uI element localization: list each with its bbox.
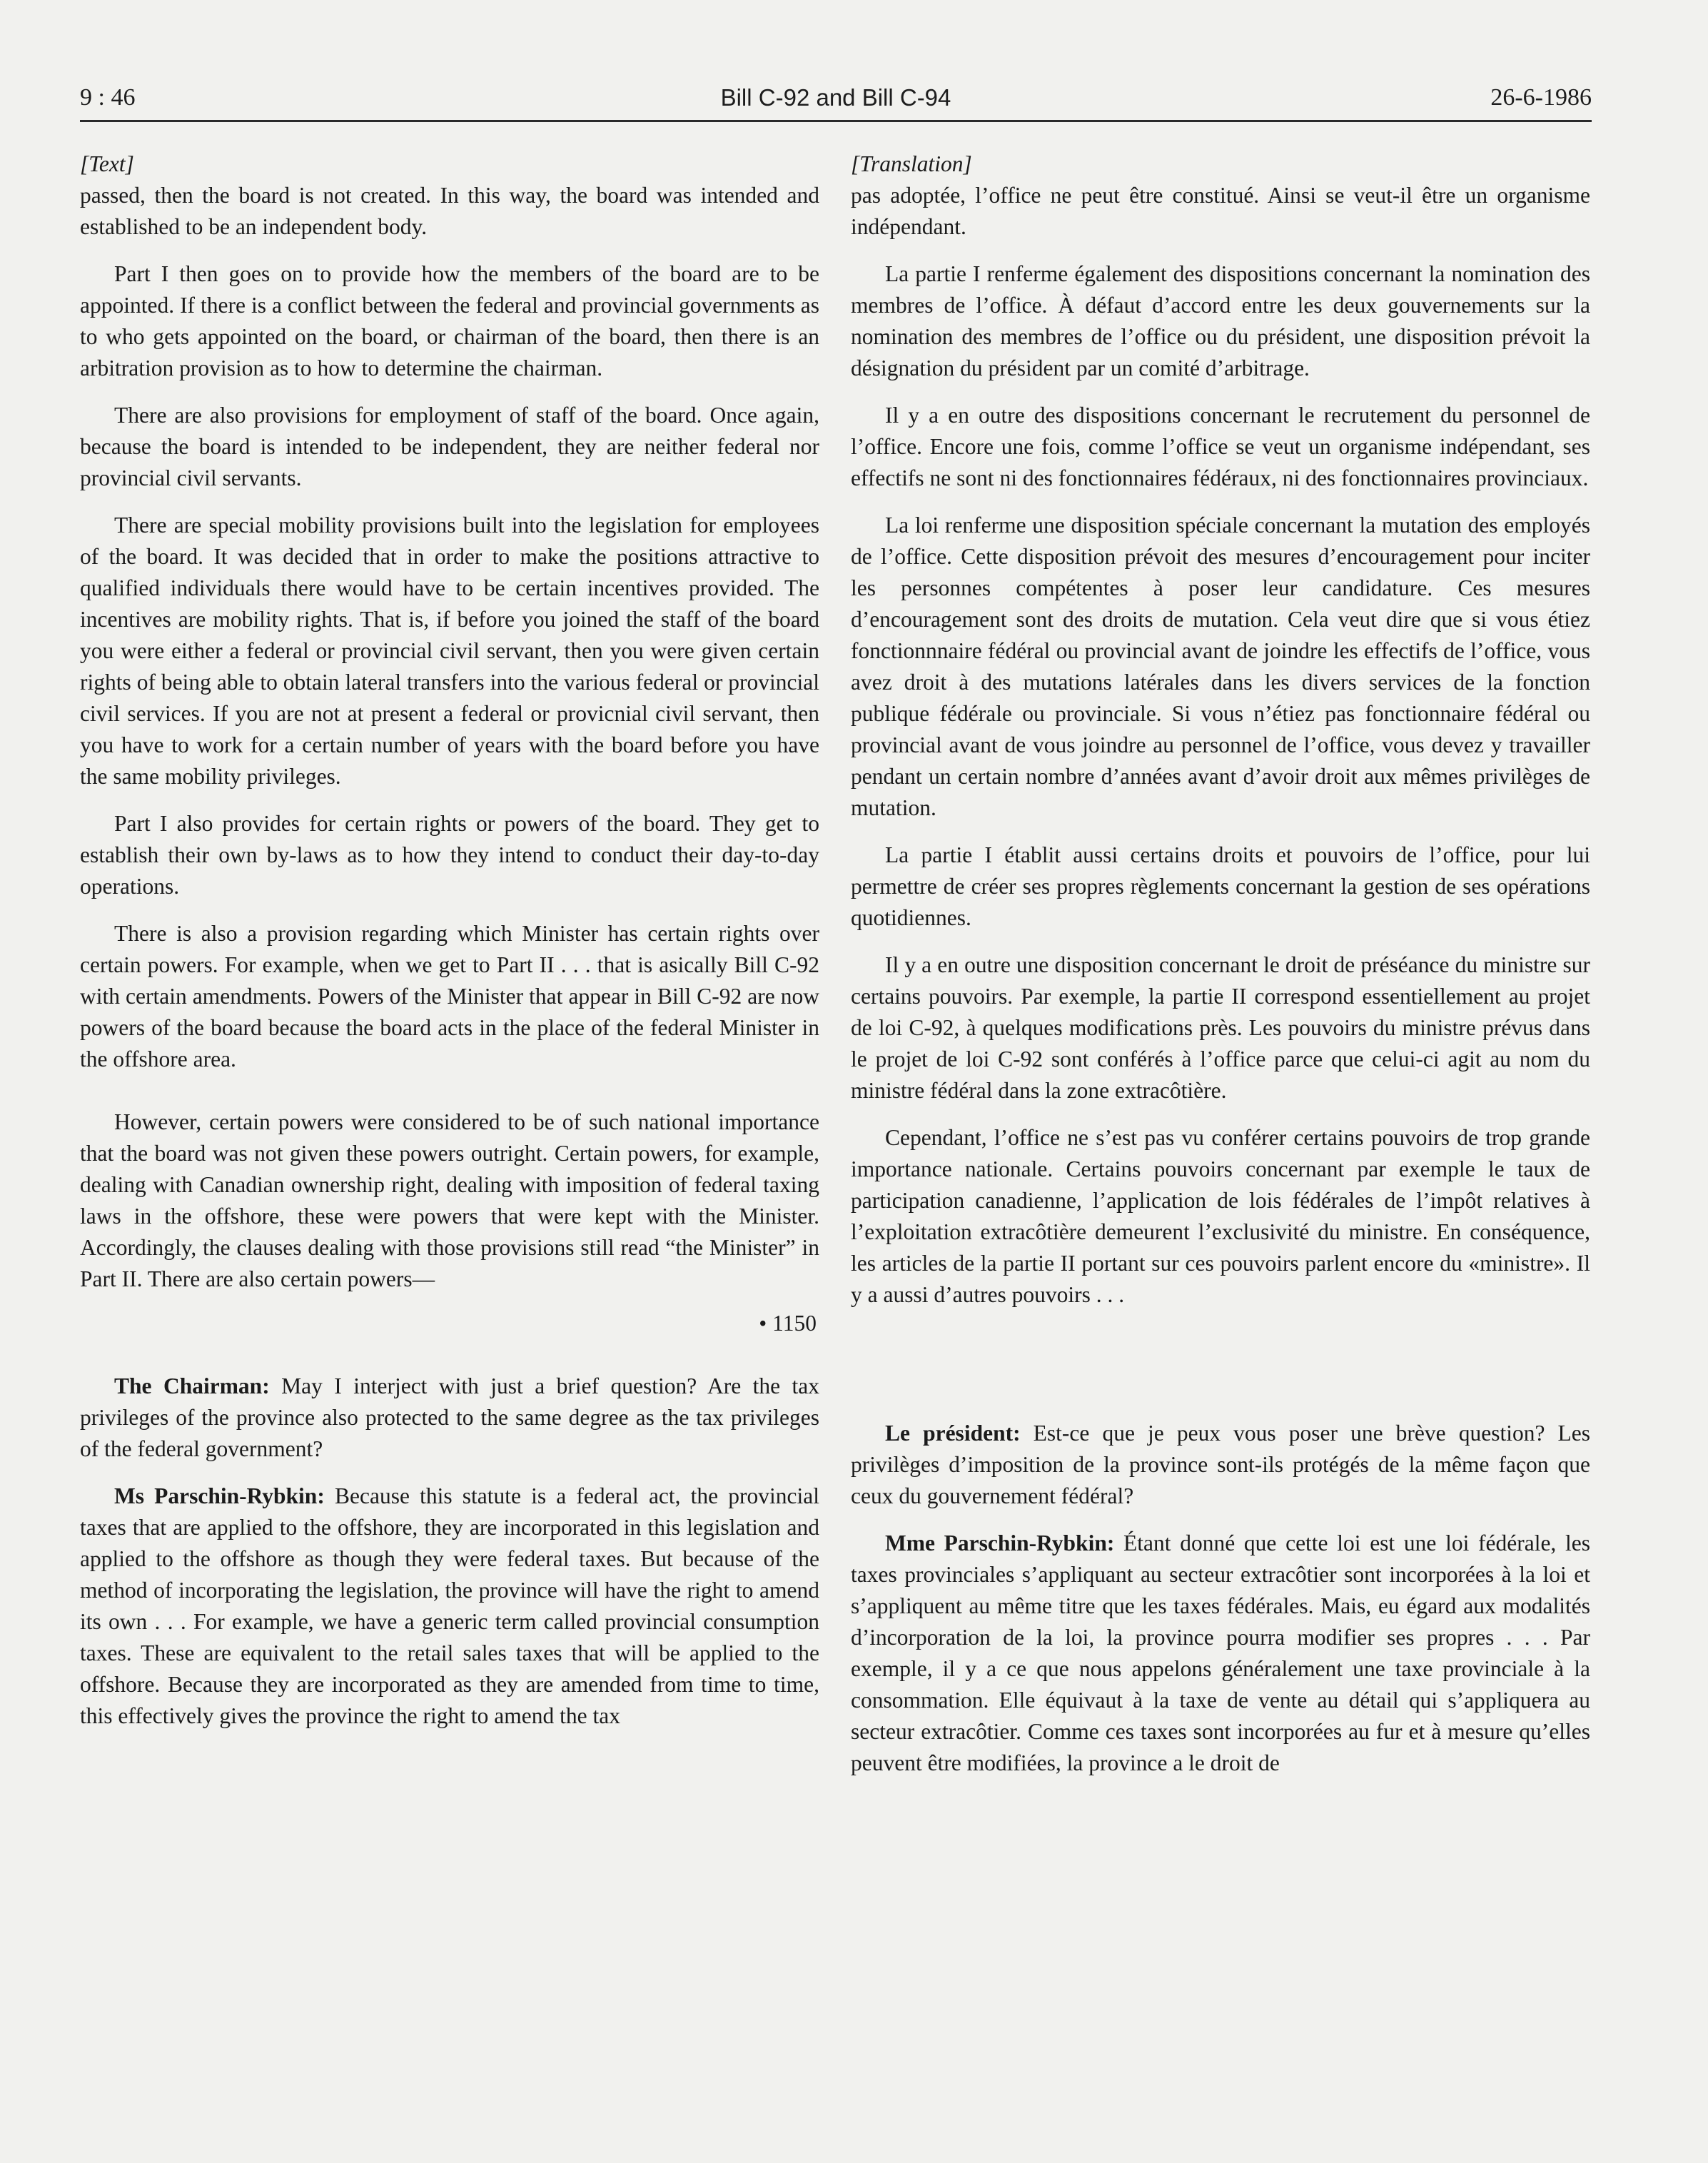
paragraph: La partie I renferme également des dispositions concernant la nomination des membres de l’office. À défaut d’accord entre les deux gouvernements sur la nomination des membres de l’office ou du président, une disposition prévoit la désignation du président par un comité d’arbitrage. <box>851 261 1590 380</box>
paragraph: Part I also provides for certain rights or powers of the board. They get to establish their own by-laws as to how they intend to conduct their day-to-day operations. <box>80 811 819 899</box>
time-marker: • 1150 <box>759 1311 817 1336</box>
speech-text: May I interject with just a brief question? Are the tax privileges of the province also protected to the same degree as the tax privileges of the federal government? <box>80 1373 819 1461</box>
paragraph: However, certain powers were considered to be of such national importance that the board was not given these powers outright. Certain powers, for example, dealing with Canadian ownership right, dealing with imposition of federal taxing laws in the offshore, these were powers that were kept with the Minister. Accordingly, the clauses dealing with those provisions still read “the Minister” in Part II. There are also certain powers— <box>80 1109 819 1291</box>
paragraph: passed, then the board is not created. In this way, the board was intended and established to be an independent body. <box>80 183 819 239</box>
speech-text: Est-ce que je peux vous poser une brève question? Les privilèges d’imposition de la province sont-ils protégés de la même façon que ceux du gouvernement fédéral? <box>851 1421 1591 1508</box>
paragraph: There is also a provision regarding which Minister has certain rights over certain powers. For example, when we get to Part II . . . that is asically Bill C-92 with certain amendments. Powers of the Minister that appear in Bill C-92 are now powers of the board because the board acts in the place of the federal Minister in the offshore area. <box>80 921 819 1072</box>
paragraph: pas adoptée, l’office ne peut être constitué. Ainsi se veut-il être un organisme indépendant. <box>851 183 1590 239</box>
speaker-name: Ms Parschin-Rybkin: <box>114 1483 325 1508</box>
paragraph: Il y a en outre une disposition concernant le droit de préséance du ministre sur certains pouvoirs. Par exemple, la partie II correspond essentiellement au projet de loi C-92, à quelques modifications près. Les pouvoirs du ministre prévus dans le projet de loi C-92 sont conférés à l’office parce que celui-ci agit au nom du ministre fédéral dans la zone extracôtière. <box>851 952 1590 1103</box>
speaker-name: Le président: <box>885 1421 1021 1446</box>
witness-remark <box>851 1528 1590 1779</box>
witness-remark <box>80 1481 819 1732</box>
speaker-name: The Chairman: <box>114 1373 270 1398</box>
page-number: 9 : 46 <box>80 84 136 111</box>
running-title: Bill C-92 and Bill C-94 <box>720 84 951 111</box>
chairman-remark <box>851 1418 1590 1512</box>
paragraph: Part I then goes on to provide how the members of the board are to be appointed. If there is a conflict between the federal and provincial governments as to who gets appointed on the board, or chairman of the board, then there is an arbitration provision as to how to determine the chairman. <box>80 261 819 380</box>
french-column <box>851 148 1590 1779</box>
paragraph: La partie I établit aussi certains droits et pouvoirs de l’office, pour lui permettre de créer ses propres règlements concernant la gestion de ses opérations quotidiennes. <box>851 842 1590 930</box>
text-label: [Text] <box>80 151 134 176</box>
speaker-name: Mme Parschin-Rybkin: <box>885 1531 1115 1556</box>
chairman-remark <box>80 1371 819 1465</box>
paragraph: La loi renferme une disposition spéciale concernant la mutation des employés de l’office. Cette disposition prévoit des mesures d’encouragement pour inciter les personnes compétentes à poser leur candidature. Ces mesures d’encouragement sont des droits de mutation. Cela veut dire que si vous étiez fonctionnnaire fédéral ou provincial avant de joindre les effectifs de l’office, vous avez droit à des mutations latérales dans les divers services de la fonction publique fédérale ou provinciale. Si vous n’étiez pas fonctionnaire fédéral ou provincial avant de vous joindre au personnel de l’office, vous devez y travailler pendant un certain nombre d’années avant d’avoir droit aux mêmes privilèges de mutation. <box>851 513 1590 820</box>
english-column <box>80 148 819 1732</box>
speech-text: Because this statute is a federal act, the provincial taxes that are applied to the offshore, they are incorporated in this legislation and applied to the offshore as though they were federal taxes. But because of the method of incorporating the legislation, the province will have the right to amend its own . . . For example, we have a generic term called provincial consumption taxes. These are equivalent to the retail sales taxes that will be applied to the offshore. Because they are incorporated as they are amended from time to time, this effectively gives the province the right to amend the tax <box>80 1483 820 1728</box>
paragraph: There are special mobility provisions built into the legislation for employees of the board. It was decided that in order to make the positions attractive to qualified individuals there would have to be certain incentives provided. The incentives are mobility rights. That is, if before you joined the staff of the board you were either a federal or provincial civil servant, then you were given certain rights of being able to obtain lateral transfers into the various federal or provincial civil services. If you are not at present a federal or provicnial civil servant, then you have to work for a certain number of years with the board before you have the same mobility privileges. <box>80 513 819 789</box>
speech-text: Étant donné que cette loi est une loi fédérale, les taxes provinciales s’appliquant au secteur extracôtier sont incorporées à la loi et s’appliquent au même titre que les taxes fédérales. Mais, eu égard aux modalités d’incorporation de la loi, la province pourra modifier ses propres . . . Par exemple, il y a ce que nous appelons généralement une taxe provinciale à la consommation. Elle équivaut à la taxe de vente au détail qui s’appliquera au secteur extracôtier. Comme ces taxes sont incorporées au fur et à mesure qu’elles peuvent être modifiées, la province a le droit de <box>851 1531 1590 1775</box>
translation-label: [Translation] <box>851 151 972 176</box>
paragraph: There are also provisions for employment of staff of the board. Once again, because the board is intended to be independent, they are neither federal nor provincial civil servants. <box>80 403 819 490</box>
page-header <box>80 77 1592 122</box>
header-date: 26-6-1986 <box>1490 84 1592 111</box>
paragraph: Il y a en outre des dispositions concernant le recrutement du personnel de l’office. Encore une fois, comme l’office se veut un organisme indépendant, ses effectifs ne sont ni des fonctionnaires fédéraux, ni des fonctionnaires provinciaux. <box>851 403 1590 490</box>
paragraph: Cependant, l’office ne s’est pas vu conférer certains pouvoirs de trop grande importance nationale. Certains pouvoirs concernant par exemple le taux de participation canadienne, l’application de lois fédérales de l’impôt relatives à l’exploitation extracôtière demeurent l’exclusivité du ministre. En conséquence, les articles de la partie II portant sur ces pouvoirs parlent encore du «ministre». Il y a aussi d’autres pouvoirs . . . <box>851 1125 1590 1307</box>
